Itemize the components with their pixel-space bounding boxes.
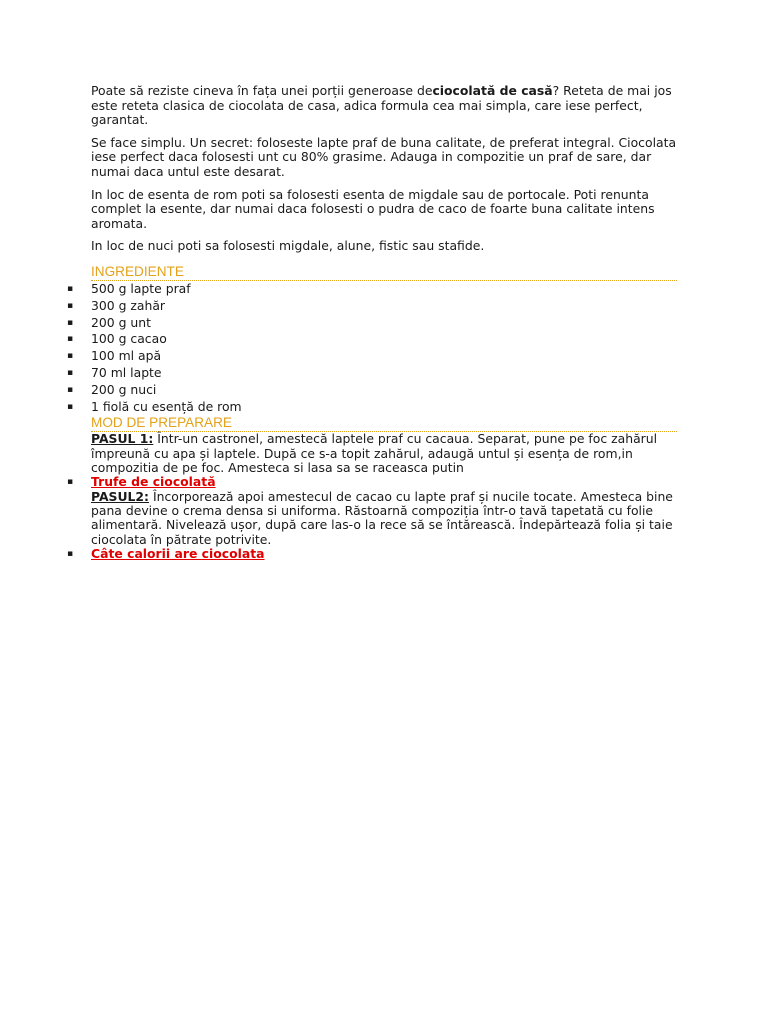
ingredients-heading: INGREDIENTE (91, 264, 677, 281)
intro-p1-before: Poate să reziste cineva în fața unei porții generoase de (91, 83, 433, 98)
intro-paragraph-2: Se face simplu. Un secret: foloseste lapte praf de buna calitate, de preferat integral. Ciocolata iese perfect daca folosesti unt cu 80% grasime. Adauga in compozitie un praf de sare, dar numai daca untul este desarat. (91, 134, 677, 179)
ingredient-item (67, 381, 679, 399)
bullet-icon: ▪ (67, 367, 74, 378)
ingredient-item (67, 297, 679, 315)
bullet-icon: ▪ (67, 317, 74, 328)
step-2-label: PASUL2: (91, 488, 149, 504)
step-1-text: Într-un castronel, amestecă laptele praf cu cacaua. Separat, pune pe foc zahărul împreună cu apa și laptele. După ce s-a topit zahărul, adaugă untul și esența de rom,in compozitia de pe foc. Amesteca si lasa sa se raceasca putin (91, 431, 658, 475)
ingredient-text: 1 fiolă cu esență de rom (91, 398, 242, 414)
ingredient-item (67, 280, 679, 298)
step-1 (91, 432, 679, 475)
intro-p1-bold: ciocolată de casă (432, 83, 553, 98)
intro-paragraph-3: In loc de esenta de rom poti sa folosesti esenta de migdale sau de portocale. Poti renunta complet la esente, dar numai daca folosesti o pudra de caco de foarte buna calitate intens aromata. (91, 186, 655, 231)
preparation-heading: MOD DE PREPARARE (91, 415, 677, 432)
bullet-icon: ▪ (67, 334, 74, 345)
step-1-label: PASUL 1: (91, 431, 154, 447)
link-row-truffles (67, 474, 679, 490)
bullet-icon: ▪ (67, 300, 74, 311)
intro-p1-after: ? Reteta de mai jos este reteta clasica de ciocolata de casa, adica formula cea mai simpla, care iese perfect, garantat. (91, 83, 672, 128)
truffles-link[interactable]: Trufe de ciocolată (91, 474, 216, 490)
ingredient-text: 100 ml apă (91, 348, 162, 364)
ingredient-text: 200 g nuci (91, 381, 157, 397)
ingredient-text: 300 g zahăr (91, 297, 166, 313)
ingredient-text: 500 g lapte praf (91, 280, 191, 296)
link-row-calories (67, 545, 679, 562)
bullet-icon: ▪ (67, 477, 74, 488)
recipe-content (67, 83, 679, 562)
bullet-icon: ▪ (67, 384, 74, 395)
bullet-icon: ▪ (67, 351, 74, 362)
ingredient-item (67, 364, 679, 382)
ingredient-text: 70 ml lapte (91, 364, 162, 380)
bullet-icon: ▪ (67, 283, 74, 294)
bullet-icon: ▪ (67, 401, 74, 412)
intro-paragraph-4: In loc de nuci poti sa folosesti migdale, alune, fistic sau stafide. (91, 238, 485, 254)
calories-link[interactable]: Câte calorii are ciocolata (91, 545, 265, 561)
ingredient-text: 200 g unt (91, 314, 151, 330)
intro-paragraph-1 (91, 84, 679, 128)
step-2 (91, 490, 679, 547)
ingredient-item (67, 398, 679, 416)
ingredient-text: 100 g cacao (91, 331, 167, 347)
step-2-text: Încorporează apoi amestecul de cacao cu lapte praf și nucile tocate. Amesteca bine pana devine o crema densa si uniforma. Răstoarnă compoziția într-o tavă tapetată cu folie alimentară. Nivelează ușor, după care las-o la rece să se întărească. Îndepărtează folia și taie ciocolata în pătrate potrivite. (91, 488, 673, 547)
ingredient-item (67, 331, 679, 348)
ingredient-item (67, 348, 679, 365)
ingredient-item (67, 314, 679, 332)
ingredients-list (67, 280, 679, 415)
bullet-icon: ▪ (67, 548, 74, 559)
